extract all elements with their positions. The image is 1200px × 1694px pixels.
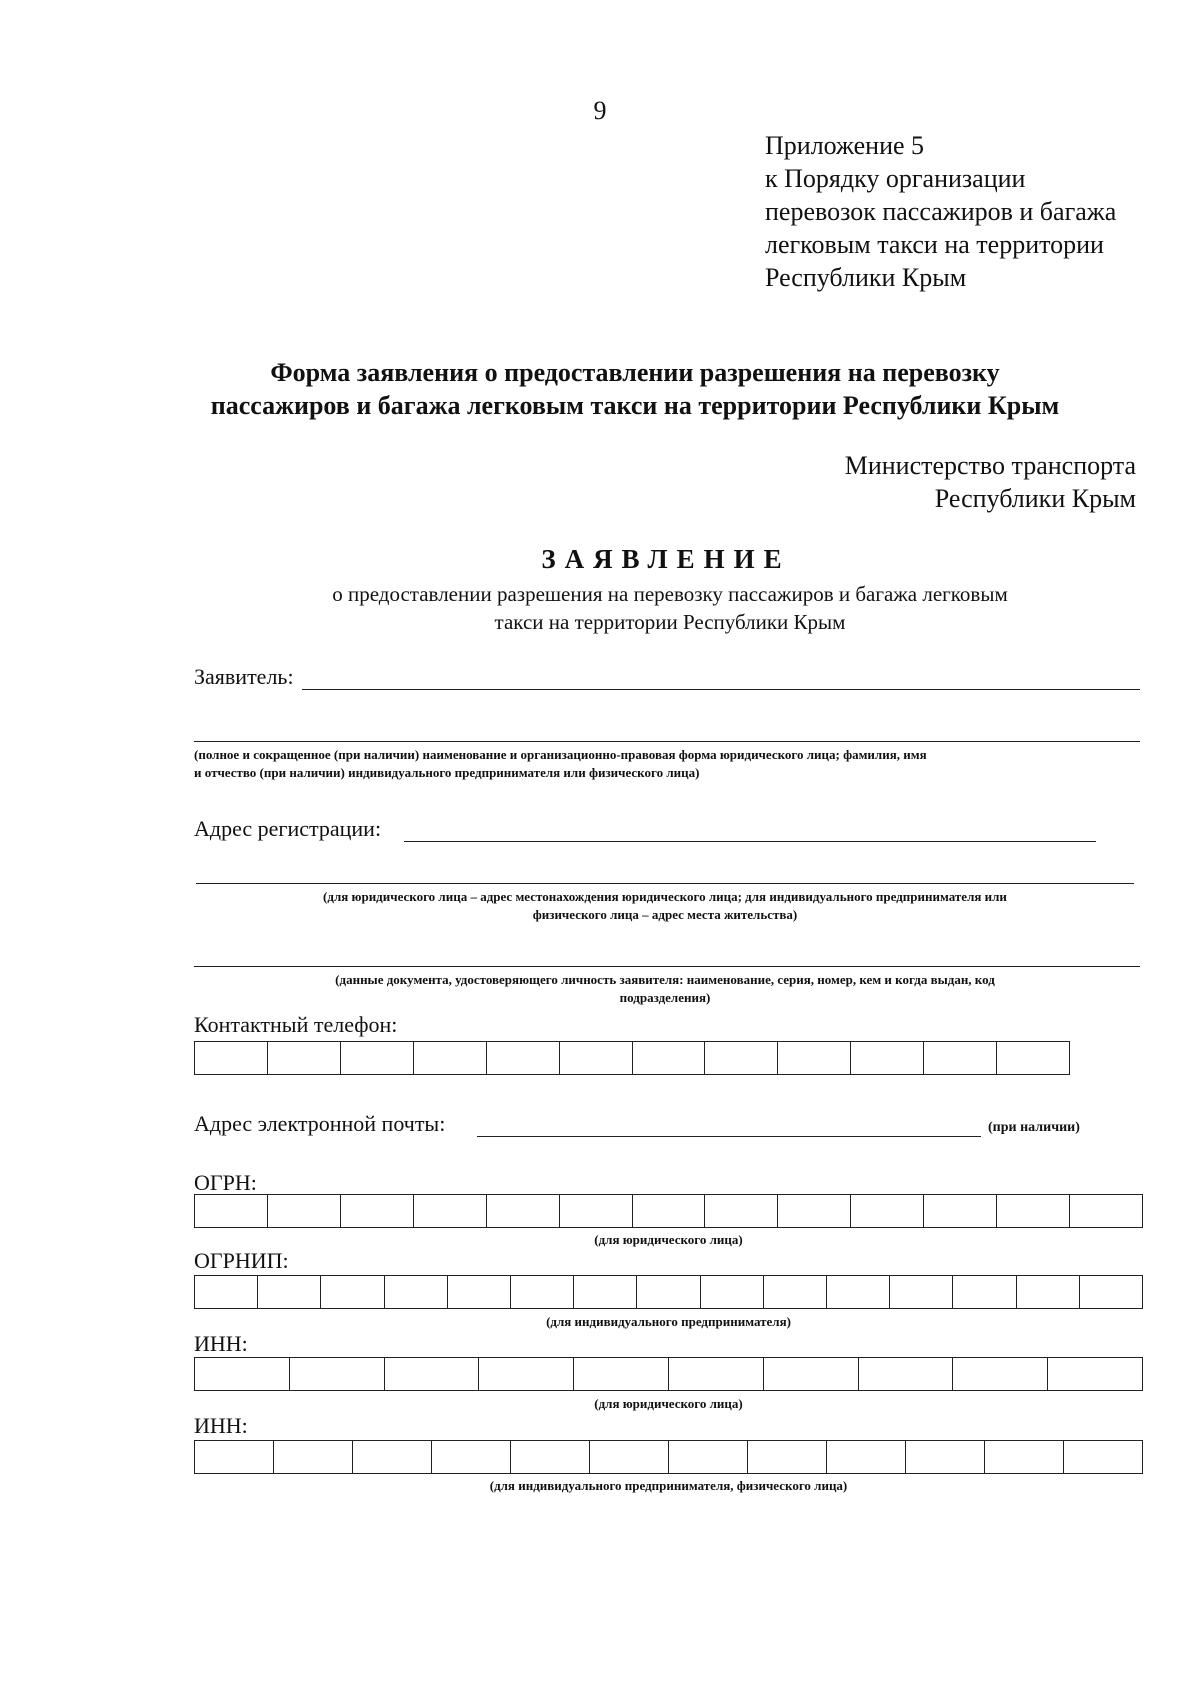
note-line: (для юридического лица – адрес местонахождения юридического лица; для индивидуального предпринимателя или	[323, 889, 1007, 904]
ogrn-boxes[interactable]	[194, 1194, 1143, 1228]
inn-legal-note: (для юридического лица)	[594, 1396, 743, 1411]
digit-cell[interactable]	[448, 1276, 511, 1308]
digit-cell[interactable]	[268, 1042, 341, 1074]
appendix-line: Приложение 5	[765, 131, 925, 160]
registration-address-label: Адрес регистрации:	[194, 816, 382, 841]
digit-cell[interactable]	[705, 1195, 778, 1227]
digit-cell[interactable]	[195, 1441, 274, 1473]
digit-cell[interactable]	[290, 1358, 385, 1390]
digit-cell[interactable]	[778, 1195, 851, 1227]
digit-cell[interactable]	[669, 1358, 764, 1390]
appendix-line: Республики Крым	[765, 263, 967, 292]
addressee	[845, 449, 1136, 515]
digit-cell[interactable]	[487, 1042, 560, 1074]
digit-cell[interactable]	[859, 1358, 954, 1390]
digit-cell[interactable]	[953, 1358, 1048, 1390]
digit-cell[interactable]	[195, 1195, 268, 1227]
digit-cell[interactable]	[985, 1441, 1064, 1473]
inn-individual-boxes[interactable]	[194, 1440, 1143, 1474]
digit-cell[interactable]	[1048, 1358, 1142, 1390]
digit-cell[interactable]	[1017, 1276, 1080, 1308]
digit-cell[interactable]	[574, 1276, 637, 1308]
digit-cell[interactable]	[778, 1042, 851, 1074]
digit-cell[interactable]	[827, 1276, 890, 1308]
addressee-line: Министерство транспорта	[844, 451, 1136, 480]
registration-address-field[interactable]	[404, 841, 1096, 842]
applicant-label: Заявитель:	[194, 664, 294, 689]
registration-address-field-line-2[interactable]	[196, 883, 1134, 884]
digit-cell[interactable]	[1080, 1276, 1142, 1308]
digit-cell[interactable]	[633, 1042, 706, 1074]
digit-cell[interactable]	[268, 1195, 341, 1227]
digit-cell[interactable]	[997, 1195, 1070, 1227]
digit-cell[interactable]	[1064, 1441, 1142, 1473]
digit-cell[interactable]	[195, 1042, 268, 1074]
applicant-field[interactable]	[302, 689, 1140, 690]
digit-cell[interactable]	[479, 1358, 574, 1390]
applicant-note	[194, 746, 1144, 782]
digit-cell[interactable]	[1070, 1195, 1142, 1227]
digit-cell[interactable]	[414, 1042, 487, 1074]
digit-cell[interactable]	[487, 1195, 560, 1227]
inn-legal-label: ИНН:	[194, 1331, 248, 1356]
digit-cell[interactable]	[560, 1042, 633, 1074]
digit-cell[interactable]	[701, 1276, 764, 1308]
digit-cell[interactable]	[997, 1042, 1069, 1074]
identity-document-field[interactable]	[194, 966, 1140, 967]
email-note: (при наличии)	[988, 1120, 1080, 1135]
identity-document-note	[190, 971, 1140, 1007]
ogrnip-note: (для индивидуального предпринимателя)	[546, 1314, 791, 1329]
note-line: (данные документа, удостоверяющего личность заявителя: наименование, серия, номер, кем и когда выдан, код	[335, 972, 995, 987]
note-line: и отчество (при наличии) индивидуального предпринимателя или физического лица)	[194, 765, 700, 780]
digit-cell[interactable]	[669, 1441, 748, 1473]
digit-cell[interactable]	[195, 1358, 290, 1390]
document-subtitle	[250, 580, 1090, 636]
digit-cell[interactable]	[851, 1195, 924, 1227]
digit-cell[interactable]	[748, 1441, 827, 1473]
form-title-line: пассажиров и багажа легковым такси на территории Республики Крым	[210, 391, 1060, 420]
digit-cell[interactable]	[432, 1441, 511, 1473]
digit-cell[interactable]	[906, 1441, 985, 1473]
inn-individual-note: (для индивидуального предпринимателя, физического лица)	[489, 1478, 848, 1493]
email-field[interactable]	[477, 1136, 981, 1137]
ogrn-note: (для юридического лица)	[594, 1232, 743, 1247]
digit-cell[interactable]	[764, 1358, 859, 1390]
document-title: ЗАЯВЛЕНИЕ	[541, 544, 791, 574]
digit-cell[interactable]	[924, 1042, 997, 1074]
digit-cell[interactable]	[511, 1276, 574, 1308]
digit-cell[interactable]	[590, 1441, 669, 1473]
note-line: подразделения)	[619, 990, 711, 1005]
inn-legal-boxes[interactable]	[194, 1357, 1143, 1391]
note-line: физического лица – адрес места жительства)	[532, 907, 798, 922]
form-title	[150, 356, 1120, 422]
digit-cell[interactable]	[511, 1441, 590, 1473]
digit-cell[interactable]	[827, 1441, 906, 1473]
document-subtitle-line: о предоставлении разрешения на перевозку пассажиров и багажа легковым	[332, 582, 1008, 606]
digit-cell[interactable]	[560, 1195, 633, 1227]
ogrn-label: ОГРН:	[194, 1170, 257, 1195]
appendix-line: к Порядку организации	[765, 164, 1026, 193]
document-subtitle-line: такси на территории Республики Крым	[494, 610, 846, 634]
digit-cell[interactable]	[414, 1195, 487, 1227]
digit-cell[interactable]	[705, 1042, 778, 1074]
form-title-line: Форма заявления о предоставлении разрешения на перевозку	[270, 358, 1000, 387]
digit-cell[interactable]	[924, 1195, 997, 1227]
ogrnip-boxes[interactable]	[194, 1275, 1143, 1309]
email-label: Адрес электронной почты:	[194, 1111, 446, 1136]
digit-cell[interactable]	[633, 1195, 706, 1227]
digit-cell[interactable]	[385, 1358, 480, 1390]
digit-cell[interactable]	[341, 1195, 414, 1227]
addressee-line: Республики Крым	[934, 484, 1136, 513]
digit-cell[interactable]	[195, 1276, 258, 1308]
digit-cell[interactable]	[321, 1276, 384, 1308]
registration-address-note	[190, 888, 1140, 924]
phone-label: Контактный телефон:	[194, 1012, 398, 1037]
digit-cell[interactable]	[353, 1441, 432, 1473]
digit-cell[interactable]	[953, 1276, 1016, 1308]
digit-cell[interactable]	[764, 1276, 827, 1308]
inn-individual-label: ИНН:	[194, 1413, 248, 1438]
applicant-field-line-2[interactable]	[194, 741, 1140, 742]
ogrnip-label: ОГРНИП:	[194, 1248, 289, 1273]
digit-cell[interactable]	[890, 1276, 953, 1308]
digit-cell[interactable]	[258, 1276, 321, 1308]
appendix-line: легковым такси на территории	[765, 230, 1104, 259]
digit-cell[interactable]	[637, 1276, 700, 1308]
note-line: (полное и сокращенное (при наличии) наименование и организационно-правовая форма юридического лица; фамилия, имя	[194, 747, 927, 762]
digit-cell[interactable]	[385, 1276, 448, 1308]
phone-boxes[interactable]	[194, 1041, 1070, 1075]
digit-cell[interactable]	[341, 1042, 414, 1074]
appendix-line: перевозок пассажиров и багажа	[765, 197, 1117, 226]
digit-cell[interactable]	[851, 1042, 924, 1074]
page-number: 9	[593, 96, 607, 125]
digit-cell[interactable]	[274, 1441, 353, 1473]
digit-cell[interactable]	[574, 1358, 669, 1390]
appendix-reference	[765, 129, 1116, 294]
